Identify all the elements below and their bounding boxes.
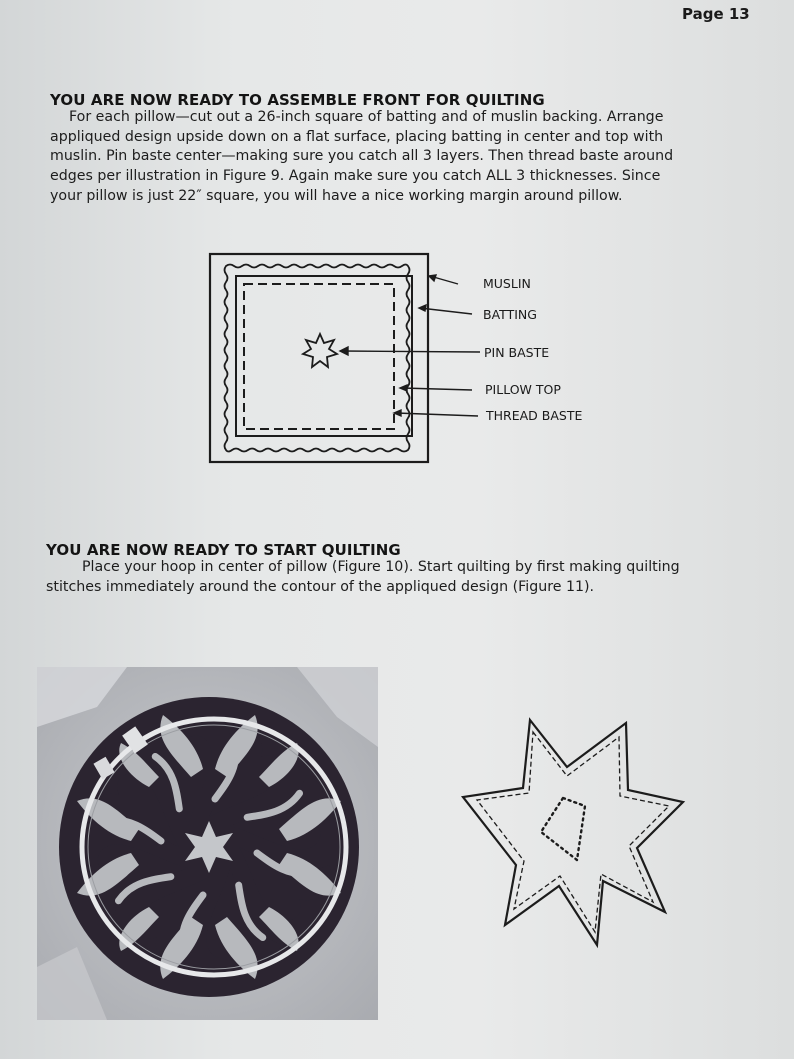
label-thread-baste: THREAD BASTE <box>486 408 583 423</box>
pillow-top-square <box>236 276 412 436</box>
hoop-photo-drawing <box>37 667 378 1020</box>
section-paragraph-assemble <box>50 108 673 207</box>
paragraph-line: appliqued design upside down on a flat surface, placing batting in center and top with <box>50 128 664 145</box>
section-heading-quilting: YOU ARE NOW READY TO START QUILTING <box>46 541 401 559</box>
layer-diagram-drawing <box>200 246 620 470</box>
paragraph-line: stitches immediately around the contour of the appliqued design (Figure 11). <box>46 578 595 595</box>
label-pin-baste: PIN BASTE <box>484 345 550 360</box>
page-number: Page 13 <box>682 5 750 23</box>
center-square-stitches <box>541 798 585 860</box>
paragraph-line: Place your hoop in center of pillow (Figure 10). Start quilting by first making quilting <box>82 559 680 575</box>
figure-10-hoop-photo <box>37 667 378 1020</box>
star-outline <box>463 720 683 945</box>
label-pillow-top: PILLOW TOP <box>485 382 561 397</box>
paragraph-line: edges per illustration in Figure 9. Again make sure you catch ALL 3 thicknesses. Since <box>50 168 661 185</box>
batting-square <box>225 265 410 452</box>
thread-baste-square <box>244 284 394 429</box>
pin-baste-star-icon <box>303 334 337 367</box>
section-paragraph-quilting <box>46 558 680 597</box>
paragraph-line: For each pillow—cut out a 26-inch square of batting and of muslin backing. Arrange <box>69 109 664 125</box>
figure-11-star-contour <box>455 710 695 950</box>
paragraph-line: muslin. Pin baste center—making sure you catch all 3 layers. Then thread baste around <box>50 148 674 165</box>
section-heading-assemble: YOU ARE NOW READY TO ASSEMBLE FRONT FOR QUILTING <box>50 91 545 109</box>
star-contour-drawing <box>455 710 695 950</box>
callout-arrows <box>340 275 480 416</box>
figure-9-layer-diagram <box>200 246 620 470</box>
paragraph-line: your pillow is just 22″ square, you will have a nice working margin around pillow. <box>50 187 623 204</box>
label-batting: BATTING <box>483 307 537 322</box>
muslin-square <box>210 254 428 462</box>
label-muslin: MUSLIN <box>483 276 531 291</box>
